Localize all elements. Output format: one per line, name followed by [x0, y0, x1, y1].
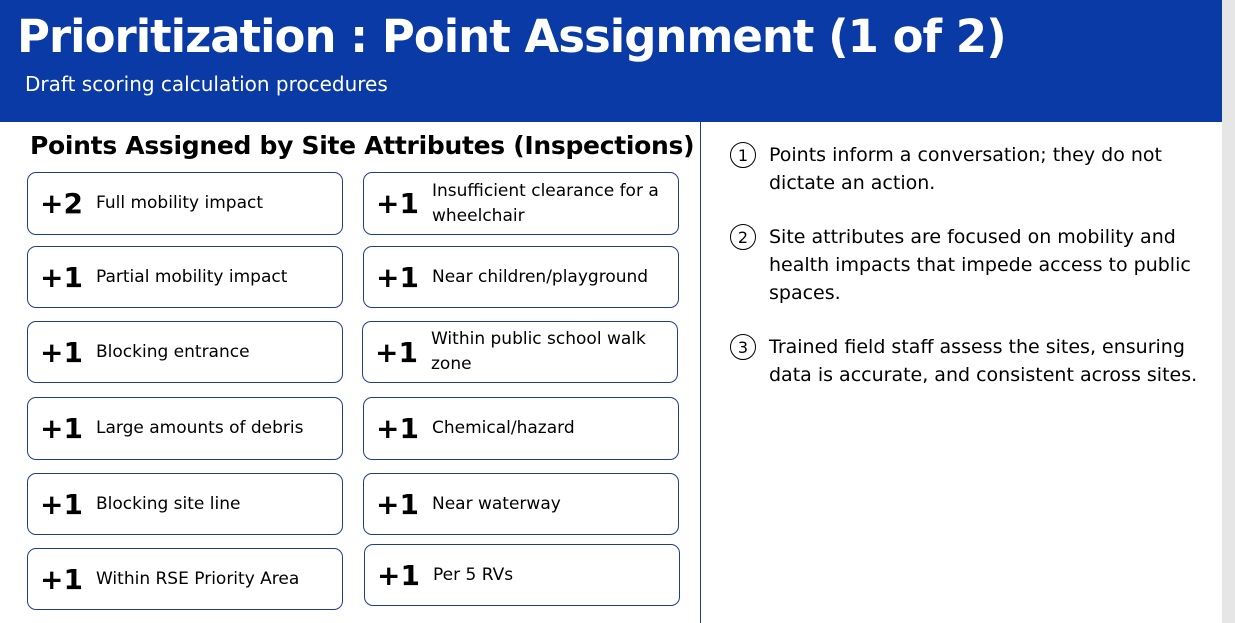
attribute-label: Per 5 RVs [433, 564, 514, 585]
note-text: Points inform a conversation; they do not dictate an action. [769, 144, 1162, 194]
note-item [730, 333, 1200, 389]
point-card-wheelchair-clearance [363, 172, 679, 235]
attribute-label: Large amounts of debris [96, 418, 304, 438]
attribute-label: Blocking site line [96, 493, 241, 514]
note-item [730, 141, 1200, 197]
point-card-chemical-hazard [363, 397, 679, 460]
attribute-label: Near children/playground [432, 266, 649, 287]
vertical-scrollbar[interactable] [1222, 0, 1235, 623]
attribute-label: Within RSE Priority Area [96, 568, 300, 589]
point-card-blocking-entrance [27, 321, 343, 383]
note-item [730, 223, 1200, 307]
page-subtitle: Draft scoring calculation procedures [25, 72, 388, 96]
header-banner [0, 0, 1222, 122]
note-text: Site attributes are focused on mobility and health impacts that impede access to public spaces. [769, 226, 1191, 304]
points-value: +1 [40, 335, 83, 369]
attribute-label: Full mobility impact [96, 193, 264, 213]
page-title: Prioritization : Point Assignment (1 of 2) [17, 10, 1006, 63]
point-card-site-line [27, 473, 343, 535]
points-value: +1 [376, 260, 419, 294]
points-value: +1 [376, 187, 419, 220]
attribute-label: Blocking entrance [96, 341, 250, 362]
circled-number-1: 1 [730, 142, 756, 168]
circled-number-2: 2 [730, 224, 756, 250]
attribute-label: Within public school walk zone [431, 329, 646, 374]
point-card-per-5-rvs [364, 544, 680, 606]
points-value: +1 [377, 558, 420, 592]
points-value: +2 [40, 187, 83, 220]
point-card-full-mobility [27, 172, 343, 235]
point-card-near-waterway [363, 473, 679, 535]
note-text: Trained field staff assess the sites, ensuring data is accurate, and consistent across sites. [769, 336, 1198, 386]
notes-list [730, 141, 1200, 415]
point-card-school-walk-zone [362, 321, 678, 383]
point-card-rse-priority [27, 548, 343, 610]
points-value: +1 [375, 335, 418, 369]
point-card-partial-mobility [27, 246, 343, 308]
point-card-debris [27, 397, 343, 460]
points-value: +1 [376, 412, 419, 445]
points-value: +1 [40, 412, 83, 445]
points-value: +1 [376, 487, 419, 521]
attribute-label: Chemical/hazard [432, 418, 575, 438]
point-card-near-children [363, 246, 679, 308]
points-value: +1 [40, 260, 83, 294]
points-value: +1 [40, 487, 83, 521]
attribute-label: Insufficient clearance for a wheelchair [432, 180, 659, 226]
attribute-label: Partial mobility impact [96, 266, 288, 287]
attribute-label: Near waterway [432, 493, 561, 514]
column-divider [700, 122, 701, 623]
points-value: +1 [40, 562, 83, 596]
section-title: Points Assigned by Site Attributes (Inspections) [30, 131, 695, 160]
circled-number-3: 3 [730, 334, 756, 360]
